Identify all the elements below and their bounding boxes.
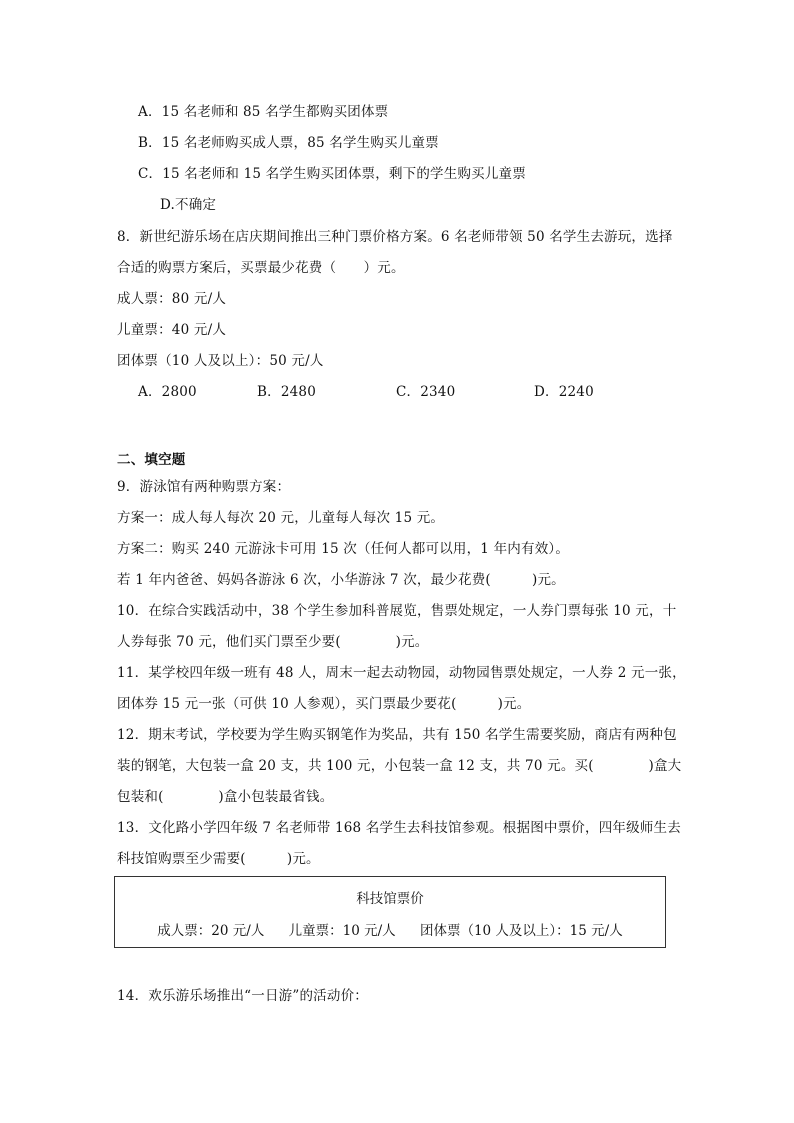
q8-child-price: 儿童票：40 元/人	[117, 322, 227, 338]
q7-option-d: D.不确定	[160, 197, 217, 213]
q9-line4: 若 1 年内爸爸、妈妈各游泳 6 次，小华游泳 7 次，最少花费( )元。	[117, 572, 565, 588]
q8-group-price: 团体票（10 人及以上）：50 元/人	[117, 353, 324, 369]
q9-line1: 9．游泳馆有两种购票方案：	[117, 479, 291, 495]
q14-line1: 14．欢乐游乐场推出“一日游”的活动价：	[117, 988, 368, 1004]
q12-line1: 12．期末考试，学校要为学生购买钢笔作为奖品，共有 150 名学生需要奖励，商店有两种包	[117, 727, 677, 743]
q8-option-b: B．2480	[257, 384, 316, 400]
q12-line3: 包装和( )盒小包装最省钱。	[117, 789, 334, 805]
price-group: 团体票（10 人及以上）：15 元/人	[419, 923, 623, 939]
q13-line1: 13．文化路小学四年级 7 名老师带 168 名学生去科技馆参观。根据图中票价，四年级师生去	[117, 820, 681, 836]
price-child: 儿童票：10 元/人	[288, 923, 396, 939]
price-table-box	[114, 876, 666, 948]
q11-line1: 11．某学校四年级一班有 48 人，周末一起去动物园，动物园售票处规定，一人券 2 元一张，	[117, 665, 686, 681]
price-table-title: 科技馆票价	[356, 891, 424, 907]
q13-line2: 科技馆购票至少需要( )元。	[117, 851, 320, 867]
q11-line2: 团体券 15 元一张（可供 10 人参观），买门票最少要花( )元。	[117, 696, 531, 712]
q8-option-c: C．2340	[396, 384, 456, 400]
q8-adult-price: 成人票：80 元/人	[117, 291, 227, 307]
q8-option-d: D．2240	[534, 384, 594, 400]
section-title-fill-in: 二、填空题	[117, 452, 186, 468]
price-table-row	[115, 919, 665, 939]
q8-stem-line2: 合适的购票方案后，买票最少花费（ ）元。	[117, 260, 405, 276]
q9-line2: 方案一：成人每人每次 20 元，儿童每人每次 15 元。	[117, 510, 445, 526]
q9-line3: 方案二：购买 240 元游泳卡可用 15 次（任何人都可以用，1 年内有效）。	[117, 541, 570, 557]
q8-stem-line1: 8．新世纪游乐场在店庆期间推出三种门票价格方案。6 名老师带领 50 名学生去游玩，选择	[117, 229, 673, 245]
price-adult: 成人票：20 元/人	[157, 923, 265, 939]
q7-option-c: C．15 名老师和 15 名学生购买团体票，剩下的学生购买儿童票	[138, 166, 526, 182]
q7-option-b: B．15 名老师购买成人票，85 名学生购买儿童票	[138, 135, 439, 151]
q12-line2: 装的钢笔，大包装一盒 20 支，共 100 元，小包装一盒 12 支，共 70 元。买( )盒大	[117, 758, 682, 774]
q7-option-a: A．15 名老师和 85 名学生都购买团体票	[138, 104, 389, 120]
q8-option-a: A．2800	[138, 384, 197, 400]
q10-line1: 10．在综合实践活动中，38 个学生参加科普展览，售票处规定，一人券门票每张 10 元，十	[117, 603, 677, 619]
q10-line2: 人券每张 70 元，他们买门票至少要( )元。	[117, 634, 429, 650]
